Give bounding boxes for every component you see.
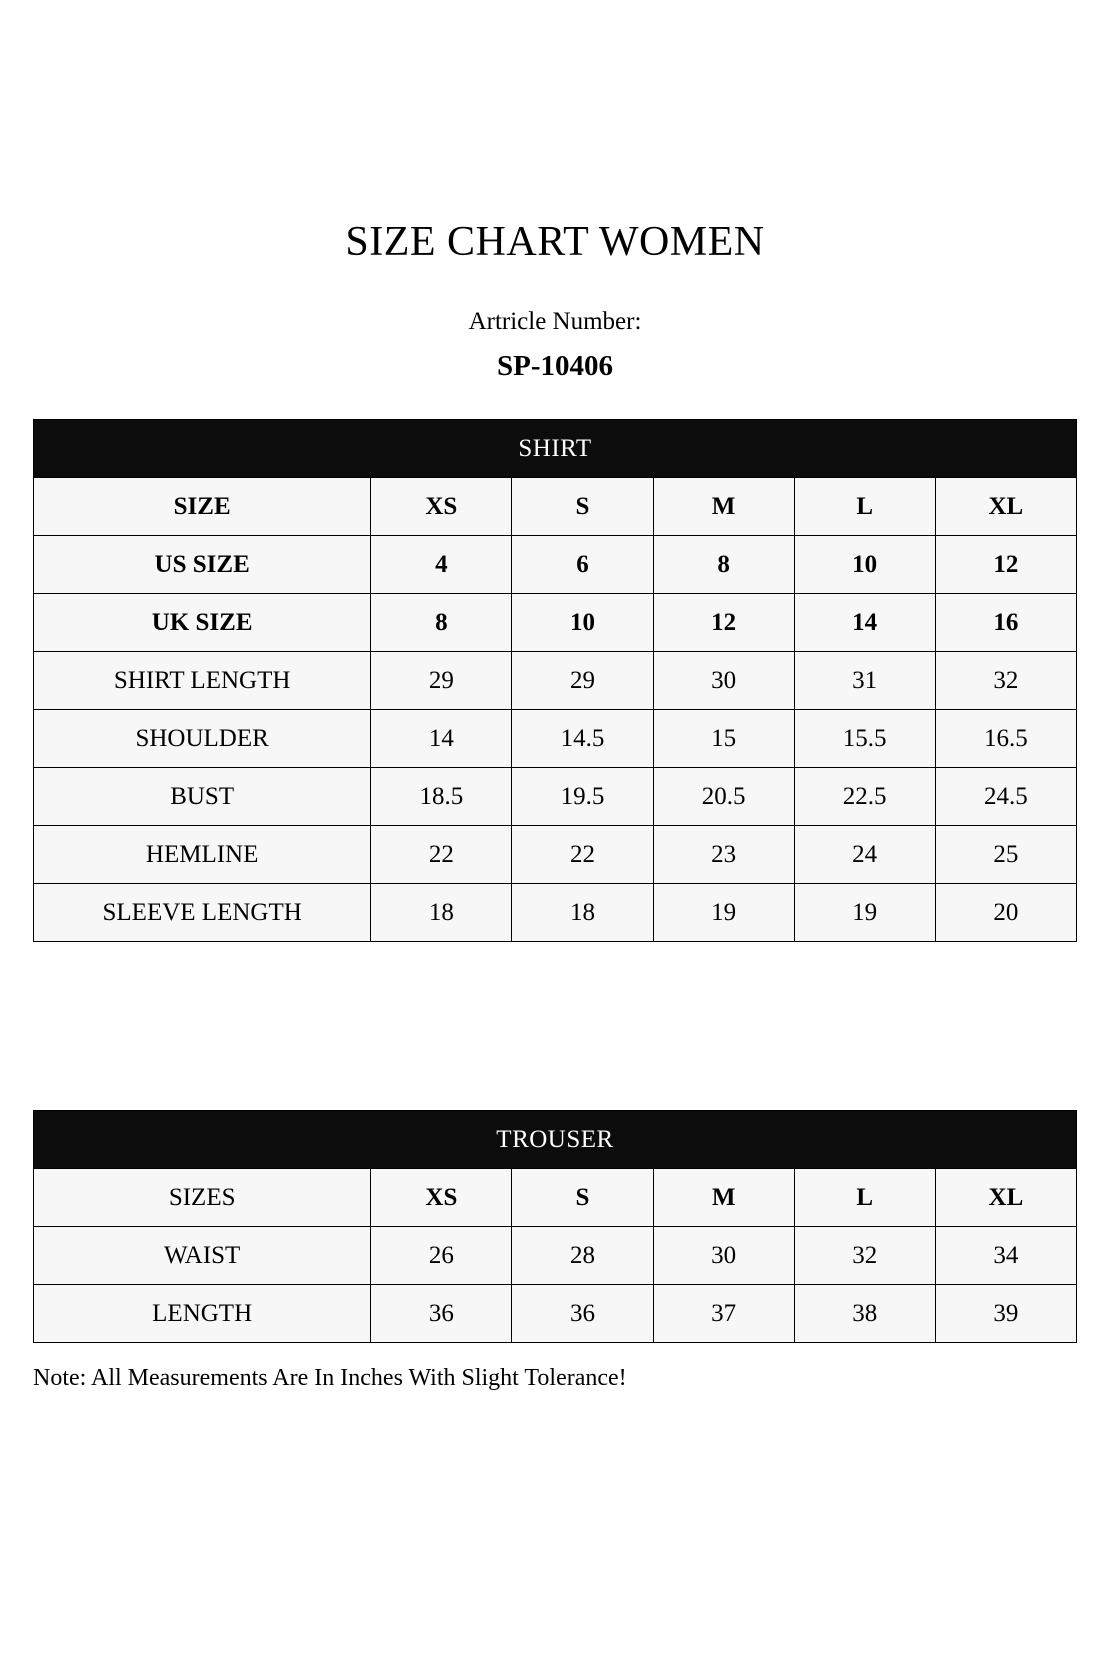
cell-value: 22 — [512, 826, 653, 884]
cell-value: 14 — [794, 594, 935, 652]
table-section-header-row — [34, 420, 1077, 478]
cell-value: L — [794, 1169, 935, 1227]
table-row — [34, 826, 1077, 884]
row-label: LENGTH — [34, 1285, 371, 1343]
row-label: SIZE — [34, 478, 371, 536]
cell-value: S — [512, 478, 653, 536]
cell-value: L — [794, 478, 935, 536]
cell-value: XL — [935, 1169, 1076, 1227]
table-row — [34, 594, 1077, 652]
cell-value: 20 — [935, 884, 1076, 942]
row-label: SHOULDER — [34, 710, 371, 768]
cell-value: 25 — [935, 826, 1076, 884]
table-section-header-row — [34, 1111, 1077, 1169]
cell-value: 38 — [794, 1285, 935, 1343]
row-label: SHIRT LENGTH — [34, 652, 371, 710]
page-title: SIZE CHART WOMEN — [345, 219, 765, 265]
cell-value: 32 — [794, 1227, 935, 1285]
section-spacer — [0, 942, 1110, 1110]
cell-value: 29 — [512, 652, 653, 710]
cell-value: 30 — [653, 1227, 794, 1285]
cell-value: 24.5 — [935, 768, 1076, 826]
cell-value: 18.5 — [371, 768, 512, 826]
cell-value: XS — [371, 478, 512, 536]
shirt-section-heading: SHIRT — [34, 420, 1077, 478]
trouser-section-heading: TROUSER — [34, 1111, 1077, 1169]
cell-value: 18 — [371, 884, 512, 942]
row-label: UK SIZE — [34, 594, 371, 652]
cell-value: 24 — [794, 826, 935, 884]
cell-value: 34 — [935, 1227, 1076, 1285]
cell-value: 10 — [794, 536, 935, 594]
table-row — [34, 884, 1077, 942]
table-row — [34, 478, 1077, 536]
cell-value: 22 — [371, 826, 512, 884]
cell-value: XL — [935, 478, 1076, 536]
cell-value: 19 — [653, 884, 794, 942]
table-row — [34, 536, 1077, 594]
cell-value: 20.5 — [653, 768, 794, 826]
cell-value: 14.5 — [512, 710, 653, 768]
cell-value: 32 — [935, 652, 1076, 710]
cell-value: 30 — [653, 652, 794, 710]
table-row — [34, 710, 1077, 768]
cell-value: 26 — [371, 1227, 512, 1285]
row-label: WAIST — [34, 1227, 371, 1285]
cell-value: 12 — [935, 536, 1076, 594]
row-label: US SIZE — [34, 536, 371, 594]
cell-value: 29 — [371, 652, 512, 710]
cell-value: 16.5 — [935, 710, 1076, 768]
cell-value: 14 — [371, 710, 512, 768]
cell-value: 18 — [512, 884, 653, 942]
trouser-table-wrapper — [33, 1110, 1077, 1343]
row-label: SLEEVE LENGTH — [34, 884, 371, 942]
row-label: SIZES — [34, 1169, 371, 1227]
table-row — [34, 652, 1077, 710]
cell-value: 28 — [512, 1227, 653, 1285]
table-row — [34, 1285, 1077, 1343]
table-row — [34, 1227, 1077, 1285]
cell-value: 36 — [512, 1285, 653, 1343]
row-label: HEMLINE — [34, 826, 371, 884]
cell-value: 15 — [653, 710, 794, 768]
cell-value: 37 — [653, 1285, 794, 1343]
cell-value: 10 — [512, 594, 653, 652]
table-row — [34, 1169, 1077, 1227]
cell-value: 31 — [794, 652, 935, 710]
cell-value: XS — [371, 1169, 512, 1227]
cell-value: 8 — [653, 536, 794, 594]
trouser-size-table — [33, 1110, 1077, 1343]
table-row — [34, 768, 1077, 826]
cell-value: 19 — [794, 884, 935, 942]
shirt-size-table — [33, 419, 1077, 942]
cell-value: 23 — [653, 826, 794, 884]
cell-value: 19.5 — [512, 768, 653, 826]
article-number-value: SP-10406 — [497, 350, 613, 382]
cell-value: 15.5 — [794, 710, 935, 768]
row-label: BUST — [34, 768, 371, 826]
measurement-note: Note: All Measurements Are In Inches With Slight Tolerance! — [33, 1365, 627, 1391]
cell-value: 22.5 — [794, 768, 935, 826]
cell-value: M — [653, 478, 794, 536]
cell-value: 39 — [935, 1285, 1076, 1343]
cell-value: M — [653, 1169, 794, 1227]
cell-value: S — [512, 1169, 653, 1227]
cell-value: 8 — [371, 594, 512, 652]
cell-value: 36 — [371, 1285, 512, 1343]
cell-value: 4 — [371, 536, 512, 594]
cell-value: 12 — [653, 594, 794, 652]
article-number-label: Artricle Number: — [468, 308, 642, 335]
shirt-table-wrapper — [33, 419, 1077, 942]
cell-value: 16 — [935, 594, 1076, 652]
cell-value: 6 — [512, 536, 653, 594]
